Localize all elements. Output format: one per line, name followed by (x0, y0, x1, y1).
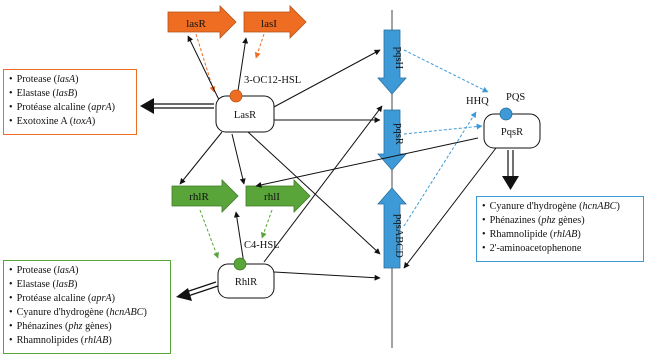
target-item: • Phénazines (phz gènes) (482, 214, 638, 228)
gene-arrow-lasI (244, 6, 306, 38)
rhl-targets-box (3, 260, 171, 354)
label-lasR: lasR (186, 18, 206, 30)
pqs-targets-box (476, 196, 644, 262)
label-pqsH: pqsH (393, 46, 404, 70)
gene-arrow-pqsR (378, 110, 406, 170)
label-RhlR: RhlR (234, 277, 258, 288)
label-rhlI: rhlI (264, 191, 280, 203)
label-LasR: LasR (233, 110, 257, 121)
target-item: • Rhamnolipides (rhlAB) (9, 334, 165, 348)
rhlI-synthesis-arrow (262, 210, 272, 238)
target-item: • Exotoxine A (toxA) (9, 115, 131, 129)
target-item: • Protease (lasA) (9, 73, 131, 87)
gene-arrow-pqsH (378, 30, 406, 94)
las-output-double-arrow (140, 98, 214, 114)
target-item: • Protéase alcaline (aprA) (9, 101, 131, 115)
signal-pqs-dot (500, 108, 512, 120)
label-pqs: PQS (506, 92, 526, 103)
rhl-output-double-arrow (176, 282, 218, 301)
target-item: • Elastase (lasB) (9, 87, 131, 101)
las-targets-box (3, 69, 137, 135)
label-pqsABCD: pqsABCD (393, 214, 404, 258)
gene-arrow-rhlR (172, 180, 238, 212)
gene-arrow-rhlI (246, 180, 310, 212)
signal-c4-hsl-dot (234, 258, 246, 270)
rhl-targets-list (9, 264, 165, 348)
lasI-synthesis-arrow (256, 34, 264, 58)
signal-3-oc12-hsl-dot (230, 90, 242, 102)
pqsABCD-to-hhq-arrow (404, 112, 476, 226)
las-targets-list (9, 73, 131, 129)
pqsR-expression-arrow (404, 126, 482, 134)
gene-arrow-lasR (168, 6, 236, 38)
label-3-oc12-hsl: 3-OC12-HSL (244, 75, 302, 86)
pqs-output-double-arrow (502, 150, 519, 190)
target-item: • Phénazines (phz gènes) (9, 320, 165, 334)
label-PqsR: PqsR (500, 127, 524, 138)
label-hhq: HHQ (466, 96, 489, 107)
label-pqsR: pqsR (393, 123, 404, 145)
target-item: • Protéase alcaline (aprA) (9, 292, 165, 306)
pqs-targets-list (482, 200, 638, 256)
target-item: • Protease (lasA) (9, 264, 165, 278)
target-item: • Elastase (lasB) (9, 278, 165, 292)
regulation-arrows (180, 36, 496, 278)
target-item: • 2'-aminoacetophenone (482, 242, 638, 256)
target-item: • Cyanure d'hydrogène (hcnABC) (482, 200, 638, 214)
pqsH-to-pqs-arrow (404, 50, 488, 92)
label-lasI: lasI (261, 18, 277, 30)
target-item: • Cyanure d'hydrogène (hcnABC) (9, 306, 165, 320)
gene-arrow-pqsABCD (378, 188, 406, 268)
rhlR-expression-arrow (200, 210, 218, 258)
label-rhlR: rhlR (189, 191, 209, 203)
target-item: • Rhamnolipide (rhlAB) (482, 228, 638, 242)
label-c4-hsl: C4-HSL (244, 240, 280, 251)
